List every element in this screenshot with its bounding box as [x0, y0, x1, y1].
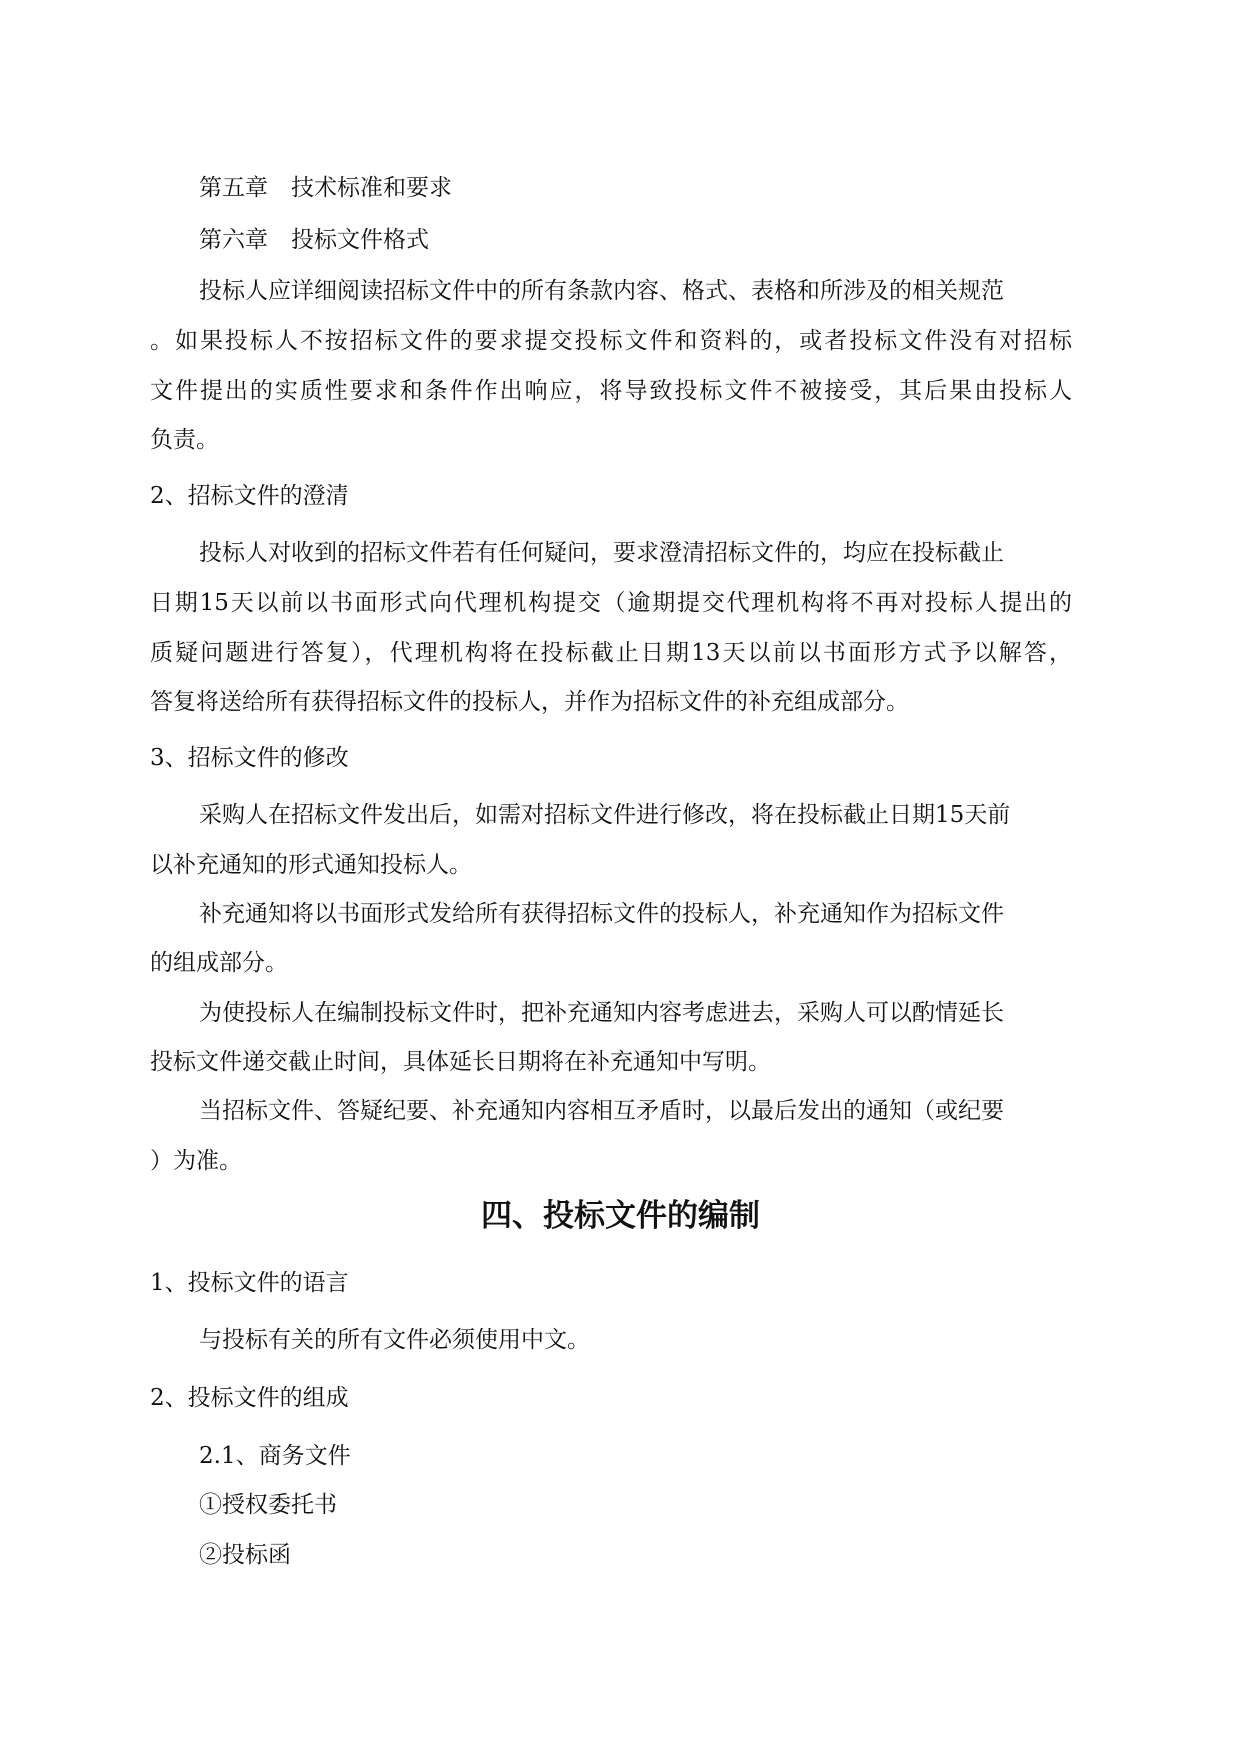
clarify-line-4: 答复将送给所有获得招标文件的投标人，并作为招标文件的补充组成部分。: [150, 689, 909, 715]
language-heading: 1、投标文件的语言: [150, 1270, 349, 1296]
business-docs-item: 2.1、商务文件: [199, 1443, 351, 1469]
chapter-5-line: 第五章 技术标准和要求: [199, 175, 452, 201]
clarify-line-1: 投标人对收到的招标文件若有任何疑问，要求澄清招标文件的，均应在投标截止: [199, 540, 1004, 566]
clarify-line-2: 日期15天以前以书面形式向代理机构提交（逾期提交代理机构将不再对投标人提出的: [150, 590, 1072, 616]
modify-p1-line-2: 以补充通知的形式通知投标人。: [150, 852, 472, 878]
chapter-6-line: 第六章 投标文件格式: [199, 227, 429, 253]
modify-heading: 3、招标文件的修改: [150, 745, 349, 771]
modify-p4-line-2: ）为准。: [150, 1148, 242, 1174]
intro-line-4: 负责。: [150, 427, 219, 453]
list-item-bid-letter: ②投标函: [199, 1542, 291, 1568]
intro-line-2: 。如果投标人不按招标文件的要求提交投标文件和资料的，或者投标文件没有对招标: [150, 328, 1072, 354]
language-text: 与投标有关的所有文件必须使用中文。: [199, 1327, 590, 1353]
composition-heading: 2、投标文件的组成: [150, 1385, 349, 1411]
clarify-line-3: 质疑问题进行答复），代理机构将在投标截止日期13天以前以书面形方式予以解答，: [150, 640, 1072, 666]
modify-p3-line-2: 投标文件递交截止时间，具体延长日期将在补充通知中写明。: [150, 1049, 771, 1075]
section-4-title: 四、投标文件的编制: [481, 1198, 760, 1234]
intro-line-3: 文件提出的实质性要求和条件作出响应，将导致投标文件不被接受，其后果由投标人: [150, 378, 1072, 404]
modify-p1-line-1: 采购人在招标文件发出后，如需对招标文件进行修改，将在投标截止日期15天前: [199, 802, 1011, 828]
modify-p2-line-2: 的组成部分。: [150, 950, 288, 976]
list-item-authorization: ①授权委托书: [199, 1492, 337, 1518]
intro-line-1: 投标人应详细阅读招标文件中的所有条款内容、格式、表格和所涉及的相关规范: [199, 278, 1004, 304]
modify-p3-line-1: 为使投标人在编制投标文件时，把补充通知内容考虑进去，采购人可以酌情延长: [199, 1000, 1004, 1026]
modify-p4-line-1: 当招标文件、答疑纪要、补充通知内容相互矛盾时，以最后发出的通知（或纪要: [199, 1098, 1004, 1124]
modify-p2-line-1: 补充通知将以书面形式发给所有获得招标文件的投标人，补充通知作为招标文件: [199, 901, 1004, 927]
clarify-heading: 2、招标文件的澄清: [150, 483, 349, 509]
